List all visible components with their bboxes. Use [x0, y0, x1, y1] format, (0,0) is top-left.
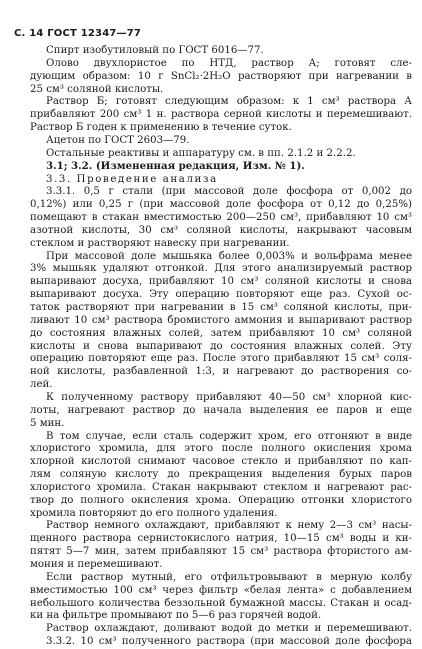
text-line: При массовой доле мышьяка более 0,003% и вольфрама менее [46, 250, 412, 262]
text-line: 0,12%) или 0,25 г (при массовой доле фосфора от 0,12 до 0,25%) [30, 199, 412, 211]
text-line: Олово двухлористое по НТД, раствор А; готовят сле- [46, 57, 412, 69]
text-line: хлористого хромила. Стакан накрывают стеклом и нагревают рас- [30, 481, 412, 493]
text-line: лям соляную кислоту до прекращения выделения бурых паров [30, 469, 412, 481]
text-line: твор до полного окисления хрома. Операцию отгонки хлористого [30, 494, 412, 506]
text-line: хлорной кислотой снимают часовое стекло и прибавляют по кап- [30, 456, 412, 468]
text-line: щенного раствора сернистокислого натрия, 10—15 см³ воды и ки- [30, 533, 412, 545]
text-line: азотной кислоты, 30 см³ соляной кислоты, накрывают часовым [30, 224, 412, 236]
text-line: Спирт изобутиловый по ГОСТ 6016—77. [46, 45, 264, 56]
text-line: Раствор Б годен к применению в течение суток. [30, 122, 292, 134]
text-line: дующим образом: 10 г SnCl₂·2H₂O растворяют при нагревании в [30, 70, 412, 82]
text-line: 3.1; 3.2. (Измененная редакция, Изм. № 1). [46, 159, 305, 172]
text-line: Если раствор мутный, его отфильтровывают в мерную колбу [46, 571, 412, 583]
text-line: К полученному раствору прибавляют 40—50 см³ хлорной кис- [46, 391, 412, 403]
text-line: Раствор немного охлаждают, прибавляют к нему 2—3 см³ насы- [46, 520, 412, 532]
text-line: пятят 5—7 мин, затем прибавляют 15 см³ раствора фтористого ам- [30, 546, 412, 558]
text-line: хлористого хромила, для этого после полного окисления хрома [30, 443, 412, 455]
text-line: 3.3.1. 0,5 г стали (при массовой доле фосфора от 0,002 до [46, 186, 412, 198]
text-line: Остальные реактивы и аппаратуру см. в пп. 2.1.2 и 2.2.2. [46, 147, 356, 159]
text-line: вместимостью 100 см³ через фильтр «белая лента» с добавлением [30, 584, 412, 596]
text-line: лоты, нагревают раствор до начала выделения ее паров и еще [30, 404, 412, 416]
text-line: Раствор охлаждают, доливают водой до метки и перемешивают. [46, 623, 412, 635]
text-line: 3% мышьяк удаляют отгонкой. Для этого анализируемый раствор [30, 263, 412, 275]
text-line: лей. [30, 379, 53, 391]
text-line: таток растворяют при нагревании в 15 см³ соляной кислоты, при- [30, 302, 412, 313]
text-line: хромила повторяют до его полного удаления. [30, 507, 278, 519]
text-line: кислоты и снова выпаривают до состояния влажных солей. Эту [30, 340, 412, 352]
text-line: стеклом и растворяют навеску при нагревании. [30, 237, 290, 249]
text-line: ливают 10 см³ раствора бромистого аммония и выпаривают раствор [30, 314, 412, 326]
text-line: операцию повторяют еще раз. После этого прибавляют 15 см³ соля- [30, 353, 412, 365]
text-line: помещают в стакан вместимостью 200—250 см³, прибавляют 10 см³ [30, 212, 412, 224]
text-line: до состояния влажных солей, затем прибавляют 10 см³ соляной [30, 327, 412, 339]
text-line: 5 мин. [30, 417, 65, 429]
page-header: С. 14 ГОСТ 12347—77 [14, 28, 142, 39]
text-line: Ацетон по ГОСТ 2603—79. [46, 134, 190, 146]
text-line: 3.3.2. 10 см³ полученного раствора (при массовой доле фосфора [46, 636, 412, 648]
text-line: 3.3. Проведение анализа [46, 173, 218, 185]
text-line: В том случае, если сталь содержит хром, его отгоняют в виде [46, 430, 412, 442]
text-line: ной кислоты, разбавленной 1:3, и нагревают до растворения со- [30, 366, 412, 378]
text-line: выпаривают досуха, прибавляют 10 см³ соляной кислоты и снова [30, 276, 412, 288]
text-line: выпаривают досуха. Эту операцию повторяют еще раз. Сухой ос- [30, 289, 412, 301]
text-line: 25 см³ соляной кислоты. [30, 83, 164, 95]
text-line: небольшого количества беззольной бумажной массы. Стакан и осад- [30, 597, 412, 609]
text-line: ки на фильтре промывают по 5—6 раз горячей водой. [30, 610, 322, 622]
text-line: Раствор Б; готовят следующим образом: к 1 см³ раствора А [46, 96, 412, 108]
text-line: прибавляют 200 см³ 1 н. раствора серной кислоты и перемешивают. [30, 109, 412, 121]
text-line: мония и перемешивают. [30, 559, 163, 570]
